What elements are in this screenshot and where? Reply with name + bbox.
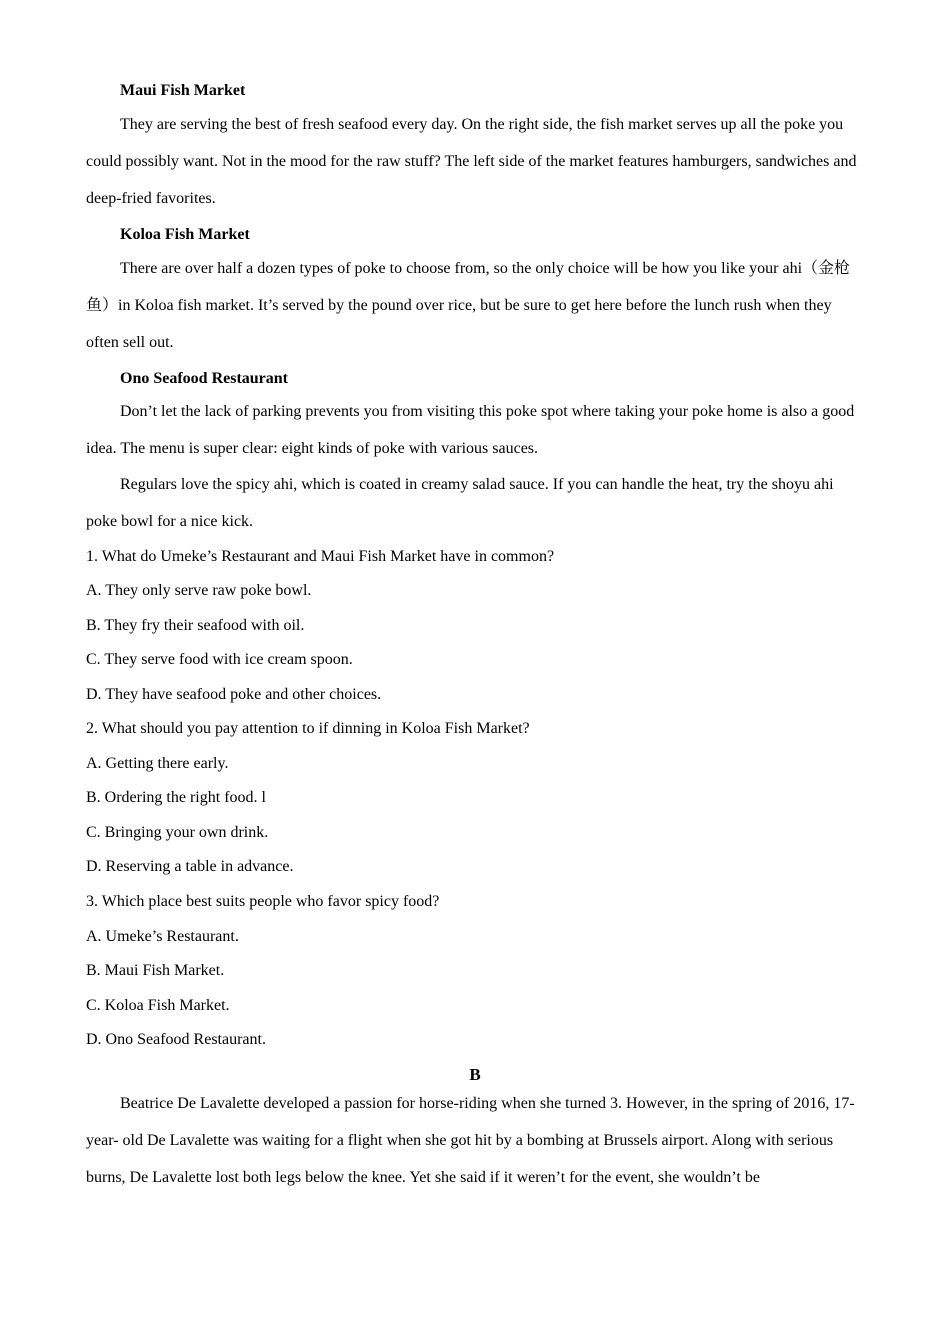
- section-heading-koloa: Koloa Fish Market: [120, 226, 250, 243]
- question-1-option-c: C. They serve food with ice cream spoon.: [86, 651, 353, 668]
- question-1-option-a: A. They only serve raw poke bowl.: [86, 582, 312, 599]
- question-2-stem: 2. What should you pay attention to if dinning in Koloa Fish Market?: [86, 720, 530, 737]
- question-1-option-d: D. They have seafood poke and other choices.: [86, 686, 382, 703]
- passage-b-label: B: [469, 1065, 481, 1084]
- paragraph-passage-b: Beatrice De Lavalette developed a passion for horse-riding when she turned 3. However, in the spring of 2016, 17-year- old De Lavalette was waiting for a flight when she got hit by a bombing at Brussels airport. Along with serious burns, De Lavalette lost both legs below the knee. Yet she said if it weren’t for the event, she wouldn’t be: [86, 1095, 855, 1186]
- question-1-stem: 1. What do Umeke’s Restaurant and Maui Fish Market have in common?: [86, 548, 555, 565]
- section-heading-maui: Maui Fish Market: [120, 82, 246, 99]
- question-2-option-d: D. Reserving a table in advance.: [86, 858, 294, 875]
- section-heading-ono: Ono Seafood Restaurant: [120, 370, 289, 387]
- paragraph-ono-regulars: Regulars love the spicy ahi, which is coated in creamy salad sauce. If you can handle the heat, try the shoyu ahi poke bowl for a nice kick.: [86, 476, 834, 530]
- question-3-option-b: B. Maui Fish Market.: [86, 962, 225, 979]
- question-3-option-c: C. Koloa Fish Market.: [86, 997, 230, 1014]
- paragraph-koloa: There are over half a dozen types of poke to choose from, so the only choice will be how you like your ahi（金枪鱼）in Koloa fish market. It’s served by the pound over rice, but be sure to get here before the lunch rush when they often sell out.: [86, 260, 851, 351]
- paragraph-maui: They are serving the best of fresh seafood every day. On the right side, the fish market serves up all the poke you could possibly want. Not in the mood for the raw stuff? The left side of the market features hamburgers, sandwiches and deep-fried favorites.: [86, 116, 857, 207]
- question-2-option-c: C. Bringing your own drink.: [86, 824, 269, 841]
- question-2-option-a: A. Getting there early.: [86, 755, 229, 772]
- question-3-option-a: A. Umeke’s Restaurant.: [86, 928, 239, 945]
- question-1-option-b: B. They fry their seafood with oil.: [86, 617, 305, 634]
- paragraph-ono: Don’t let the lack of parking prevents you from visiting this poke spot where taking your poke home is also a good idea. The menu is super clear: eight kinds of poke with various sauces.: [86, 403, 855, 457]
- question-2-option-b: B. Ordering the right food. l: [86, 789, 266, 806]
- question-3-option-d: D. Ono Seafood Restaurant.: [86, 1031, 266, 1048]
- question-3-stem: 3. Which place best suits people who favor spicy food?: [86, 893, 440, 910]
